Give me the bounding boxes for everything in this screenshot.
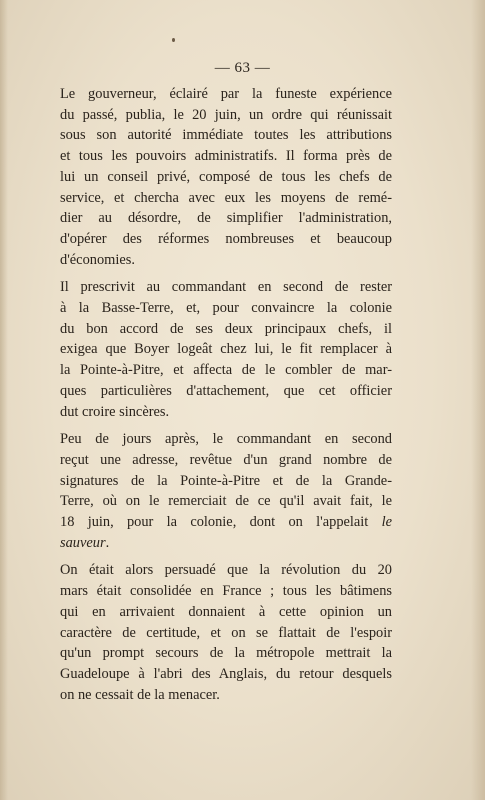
text-segment: 18 juin, pour la colonie, dont on l'appelait [60, 514, 369, 531]
text-line: d'économies. [60, 251, 135, 268]
text-line: d'opérer des réformes nombreuses et beaucoup [60, 230, 392, 247]
paragraph-3 [60, 429, 392, 553]
text-line: ques particulières d'attachement, que cet officier [60, 382, 392, 399]
text-line: qu'un prompt secours de la métropole mettrait la [60, 645, 392, 662]
paragraph-4 [60, 560, 392, 705]
text-line: reçut une adresse, revêtue d'un grand nombre de [60, 451, 392, 468]
text-line: service, et chercha avec eux les moyens de remé- [60, 189, 392, 206]
text-line: Terre, où on le remerciait de ce qu'il avait fait, le [60, 493, 392, 510]
ink-speck [172, 38, 175, 42]
text-line: dut croire sincères. [60, 403, 170, 420]
text-line: exigea que Boyer logeât chez lui, le fit remplacer à [60, 341, 392, 358]
text-line: Peu de jours après, le commandant en second [60, 431, 392, 448]
text-line: on ne cessait de la menacer. [60, 686, 220, 703]
text-line: la Pointe-à-Pitre, et affecta de le combler de mar- [60, 362, 392, 379]
text-line: lui un conseil privé, composé de tous les chefs de [60, 168, 392, 185]
text-line: du bon accord de ses deux principaux chefs, il [60, 320, 392, 337]
text-line: Le gouverneur, éclairé par la funeste expérience [60, 86, 392, 102]
paragraph-2 [60, 277, 392, 422]
text-line: signatures de la Pointe-à-Pitre et de la Grande- [60, 472, 392, 489]
text-line: Il prescrivit au commandant en second de rester [60, 279, 392, 296]
text-line: Guadeloupe à l'abri des Anglais, du retour desquels [60, 665, 392, 682]
italic-word: le [381, 514, 393, 531]
page-right-edge-shadow [471, 0, 485, 800]
text-line: dier au désordre, de simplifier l'administration, [60, 210, 392, 227]
text-line: mars était consolidée en France ; tous les bâtimens [60, 583, 392, 600]
text-line [60, 512, 392, 533]
text-line [60, 533, 392, 554]
text-line: à la Basse-Terre, et, pour convaincre la colonie [60, 300, 392, 317]
punctuation: . [105, 534, 110, 551]
text-line: qui en arrivaient donnaient à cette opinion un [60, 603, 392, 620]
text-line: et tous les pouvoirs administratifs. Il forma près de [60, 148, 392, 165]
paragraph-1 [60, 84, 392, 270]
italic-word: sauveur [60, 534, 106, 551]
page-left-edge-shadow [0, 0, 8, 800]
text-line: On était alors persuadé que la révolution du 20 [60, 562, 392, 579]
body-text [60, 84, 392, 712]
text-line: caractère de certitude, et on se flattait de l'espoir [60, 624, 392, 641]
page-number: — 63 — [214, 60, 271, 76]
text-line: sous son autorité immédiate toutes les attributions [60, 127, 392, 144]
text-line: du passé, publia, le 20 juin, un ordre qui réunissait [60, 106, 392, 123]
